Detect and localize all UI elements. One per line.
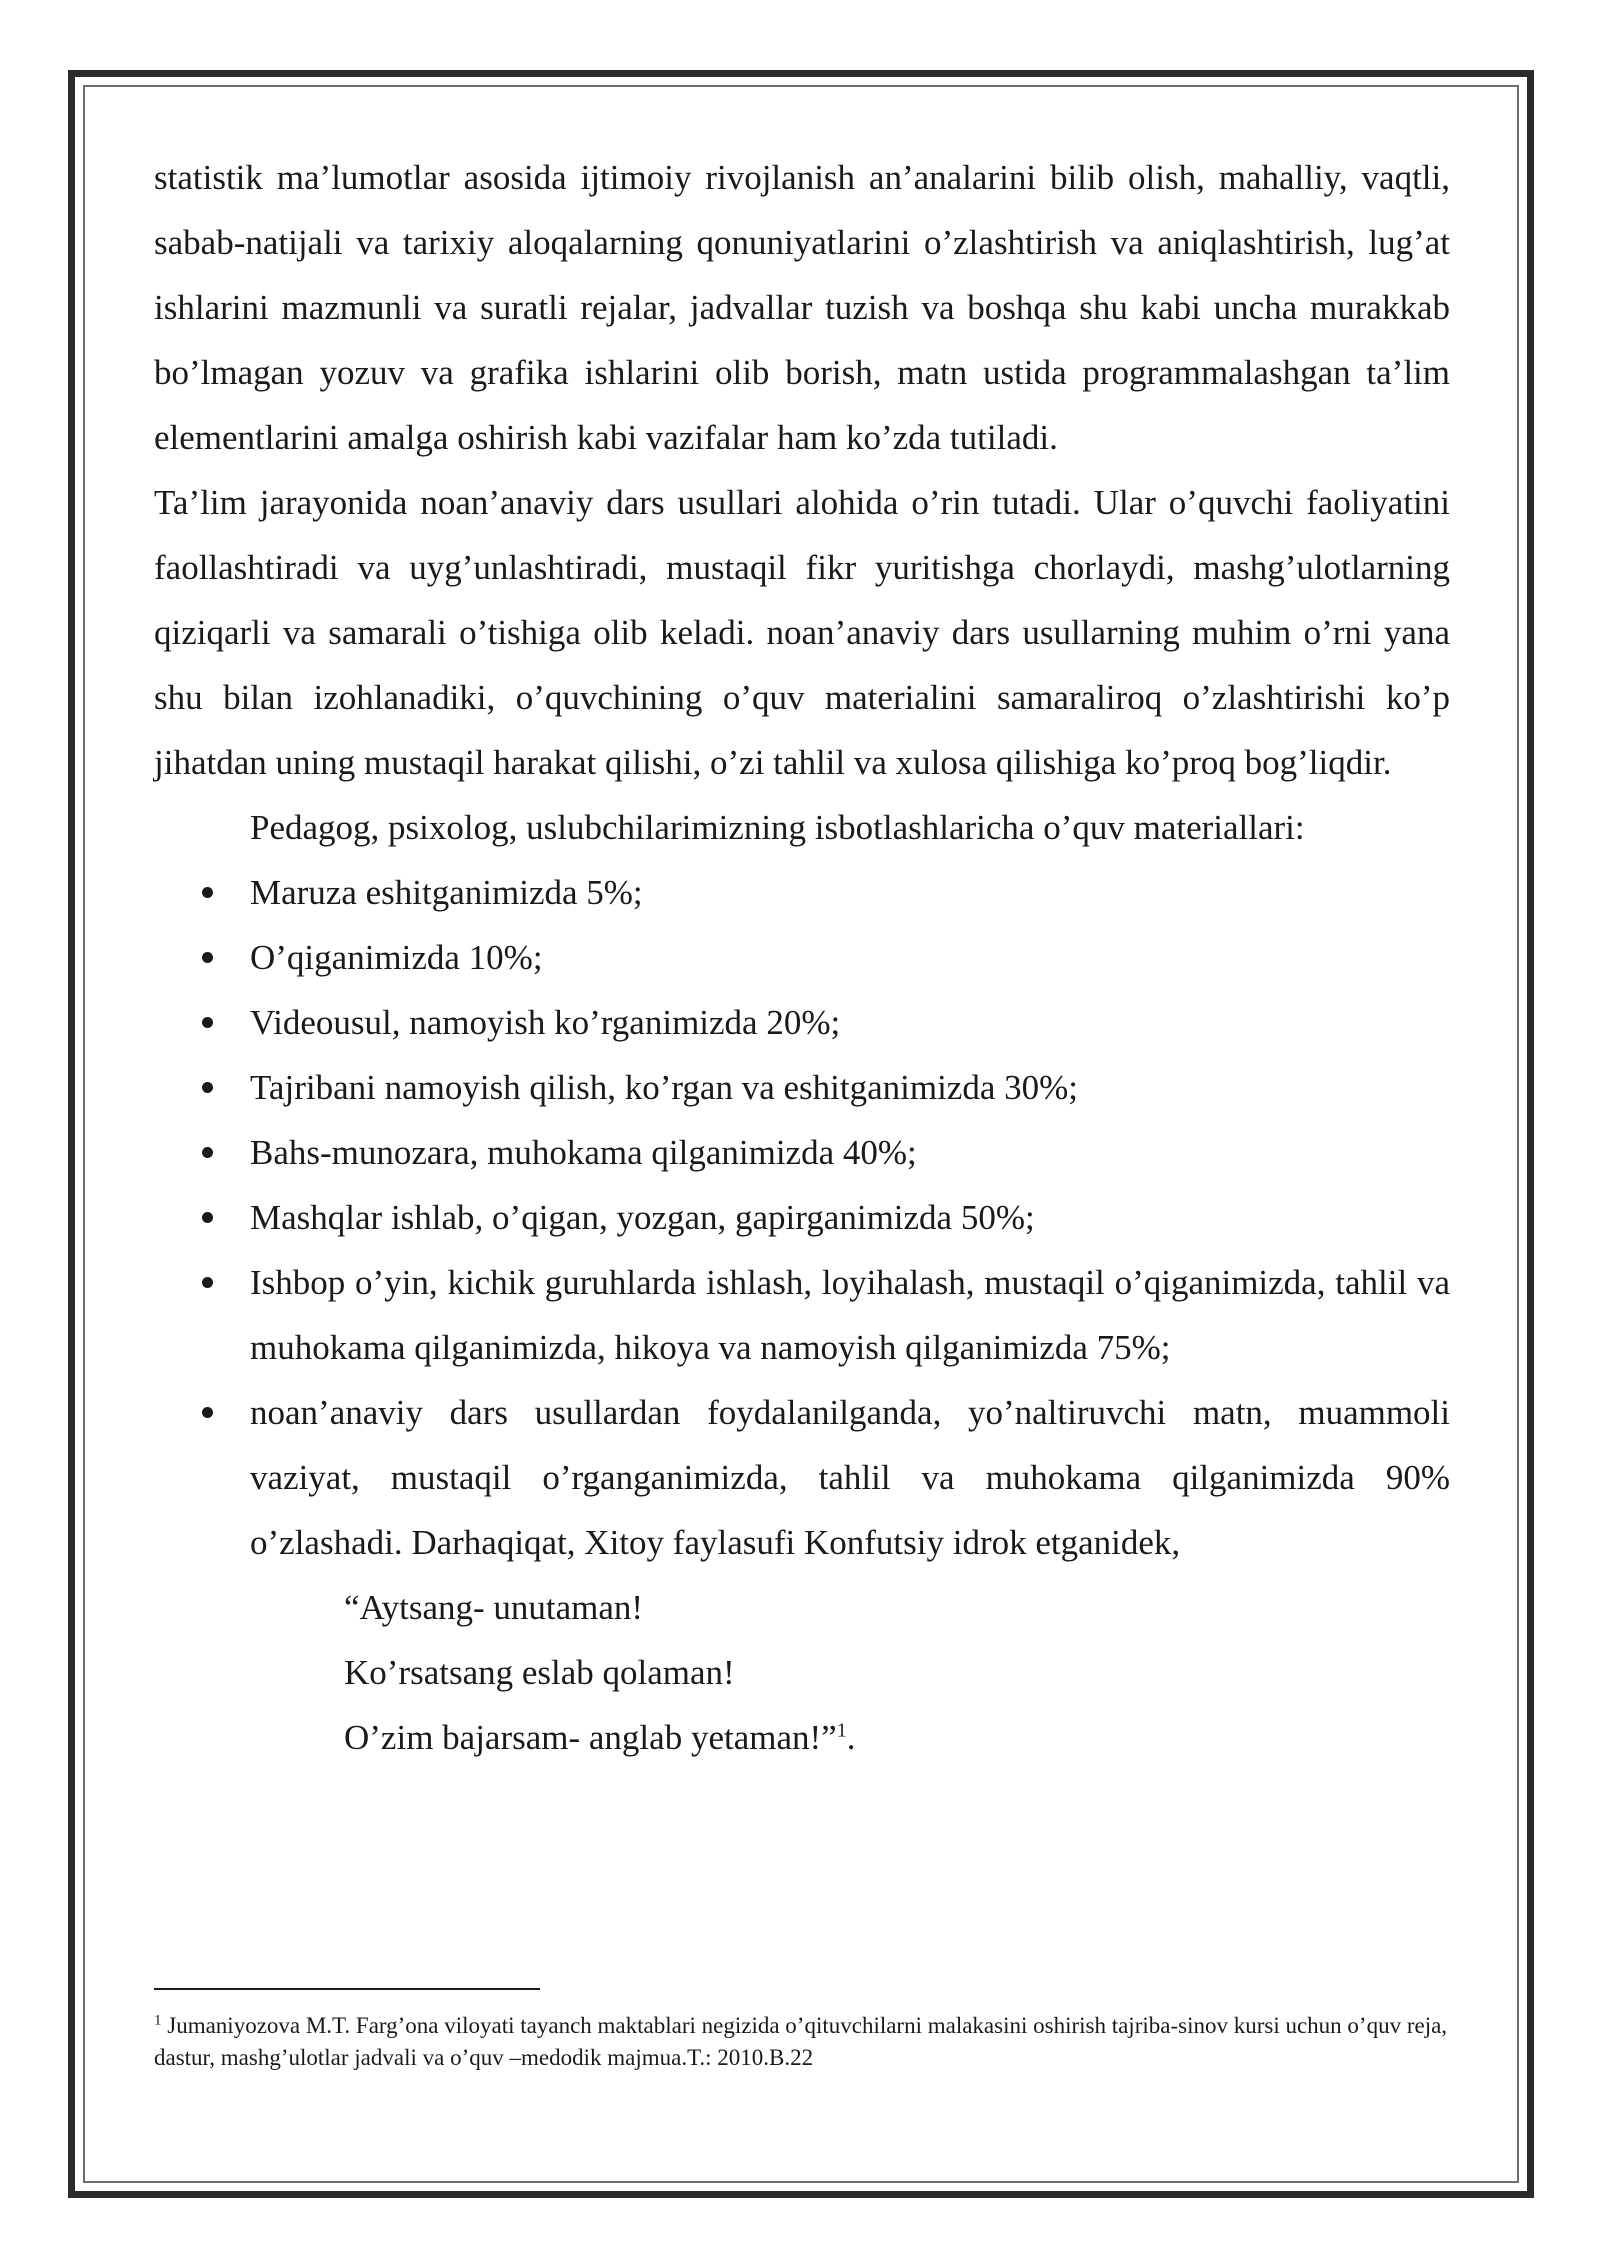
bullet-icon (202, 1017, 213, 1028)
list-item-text: noan’anaviy dars usullardan foydalanilganda, yo’naltiruvchi matn, muammoli vaziyat, mustaqil o’rganganimizda, tahlil va muhokama qilganimizda 90% o’zlashadi. Darhaqiqat, Xitoy faylasufi Konfutsiy idrok etganidek, (250, 1393, 1450, 1562)
list-item (154, 1250, 1450, 1380)
paragraph-1: statistik ma’lumotlar asosida ijtimoiy rivojlanish an’analarini bilib olish, mahalliy, vaqtli, sabab-natijali va tarixiy aloqalarning qonuniyatlarini o’zlashtirish va aniqlashtirish, lug’at ishlarini mazmunli va suratli rejalar, jadvallar tuzish va boshqa shu kabi uncha murakkab bo’lmagan yozuv va grafika ishlarini olib borish, matn ustida programmalashgan ta’lim elementlarini amalga oshirish kabi vazifalar ham ko’zda tutiladi. (154, 158, 1450, 457)
bullet-icon (202, 1082, 213, 1093)
bullet-icon (202, 952, 213, 963)
list-item (154, 925, 1450, 990)
list-item (154, 860, 1450, 925)
list-item-text: Ishbop o’yin, kichik guruhlarda ishlash, loyihalash, mustaqil o’qiganimizda, tahlil va muhokama qilganimizda, hikoya va namoyish qilganimizda 75%; (250, 1263, 1450, 1367)
list-item (154, 1380, 1450, 1575)
list-item-text: O’qiganimizda 10%; (250, 938, 543, 977)
footnote-marker: 1 (154, 2012, 162, 2029)
bullet-icon (202, 1277, 213, 1288)
confucius-quote (154, 1575, 1450, 1770)
paragraph-2: Ta’lim jarayonida noan’anaviy dars usullari alohida o’rin tutadi. Ular o’quvchi faoliyatini faollashtiradi va uyg’unlashtiradi, mustaqil fikr yuritishga chorlaydi, mashg’ulotlarning qiziqarli va samarali o’tishiga olib keladi. noan’anaviy dars usullarning muhim o’rni yana shu bilan izohlanadiki, o’quvchining o’quv materialini samaraliroq o’zlashtirishi ko’p jihatdan uning mustaqil harakat qilishi, o’zi tahlil va xulosa qilishiga ko’proq bog’liqdir. (154, 483, 1450, 782)
paragraph-3: Pedagog, psixolog, uslubchilarimizning isbotlashlaricha o’quv materiallari: (250, 808, 1305, 847)
quote-line-1: “Aytsang- unutaman! (344, 1588, 644, 1627)
list-item-text: Tajribani namoyish qilish, ko’rgan va eshitganimizda 30%; (250, 1068, 1078, 1107)
list-item-text: Maruza eshitganimizda 5%; (250, 873, 643, 912)
bullet-icon (202, 1212, 213, 1223)
list-item-text: Videousul, namoyish ko’rganimizda 20%; (250, 1003, 841, 1042)
list-item-text: Mashqlar ishlab, o’qigan, yozgan, gapirganimizda 50%; (250, 1198, 1035, 1237)
bullet-icon (202, 1147, 213, 1158)
document-body (154, 145, 1450, 1770)
footnote-text: Jumaniyozova M.T. Farg’ona viloyati tayanch maktablari negizida o’qituvchilarni malakasini oshirish tajriba-sinov kursi uchun o’quv reja, dastur, mashg’ulotlar jadvali va o’quv –medodik majmua.T.: 2010.B.22 (154, 2013, 1448, 2070)
footnote-reference[interactable]: 1 (836, 1719, 847, 1742)
quote-line-2: Ko’rsatsang eslab qolaman! (344, 1653, 735, 1692)
list-item-text: Bahs-munozara, muhokama qilganimizda 40%; (250, 1133, 917, 1172)
quote-line-3-text: O’zim bajarsam- anglab yetaman!” (344, 1718, 837, 1757)
list-item (154, 1055, 1450, 1120)
quote-line-3 (344, 1705, 1450, 1770)
list-item (154, 1185, 1450, 1250)
footnote (154, 2010, 1450, 2074)
bullet-icon (202, 1407, 213, 1418)
list-item (154, 1120, 1450, 1185)
bullet-icon (202, 887, 213, 898)
footnote-separator (154, 1988, 540, 1990)
list-item (154, 990, 1450, 1055)
quote-end-punctuation: . (846, 1718, 856, 1757)
bullet-list (154, 860, 1450, 1575)
